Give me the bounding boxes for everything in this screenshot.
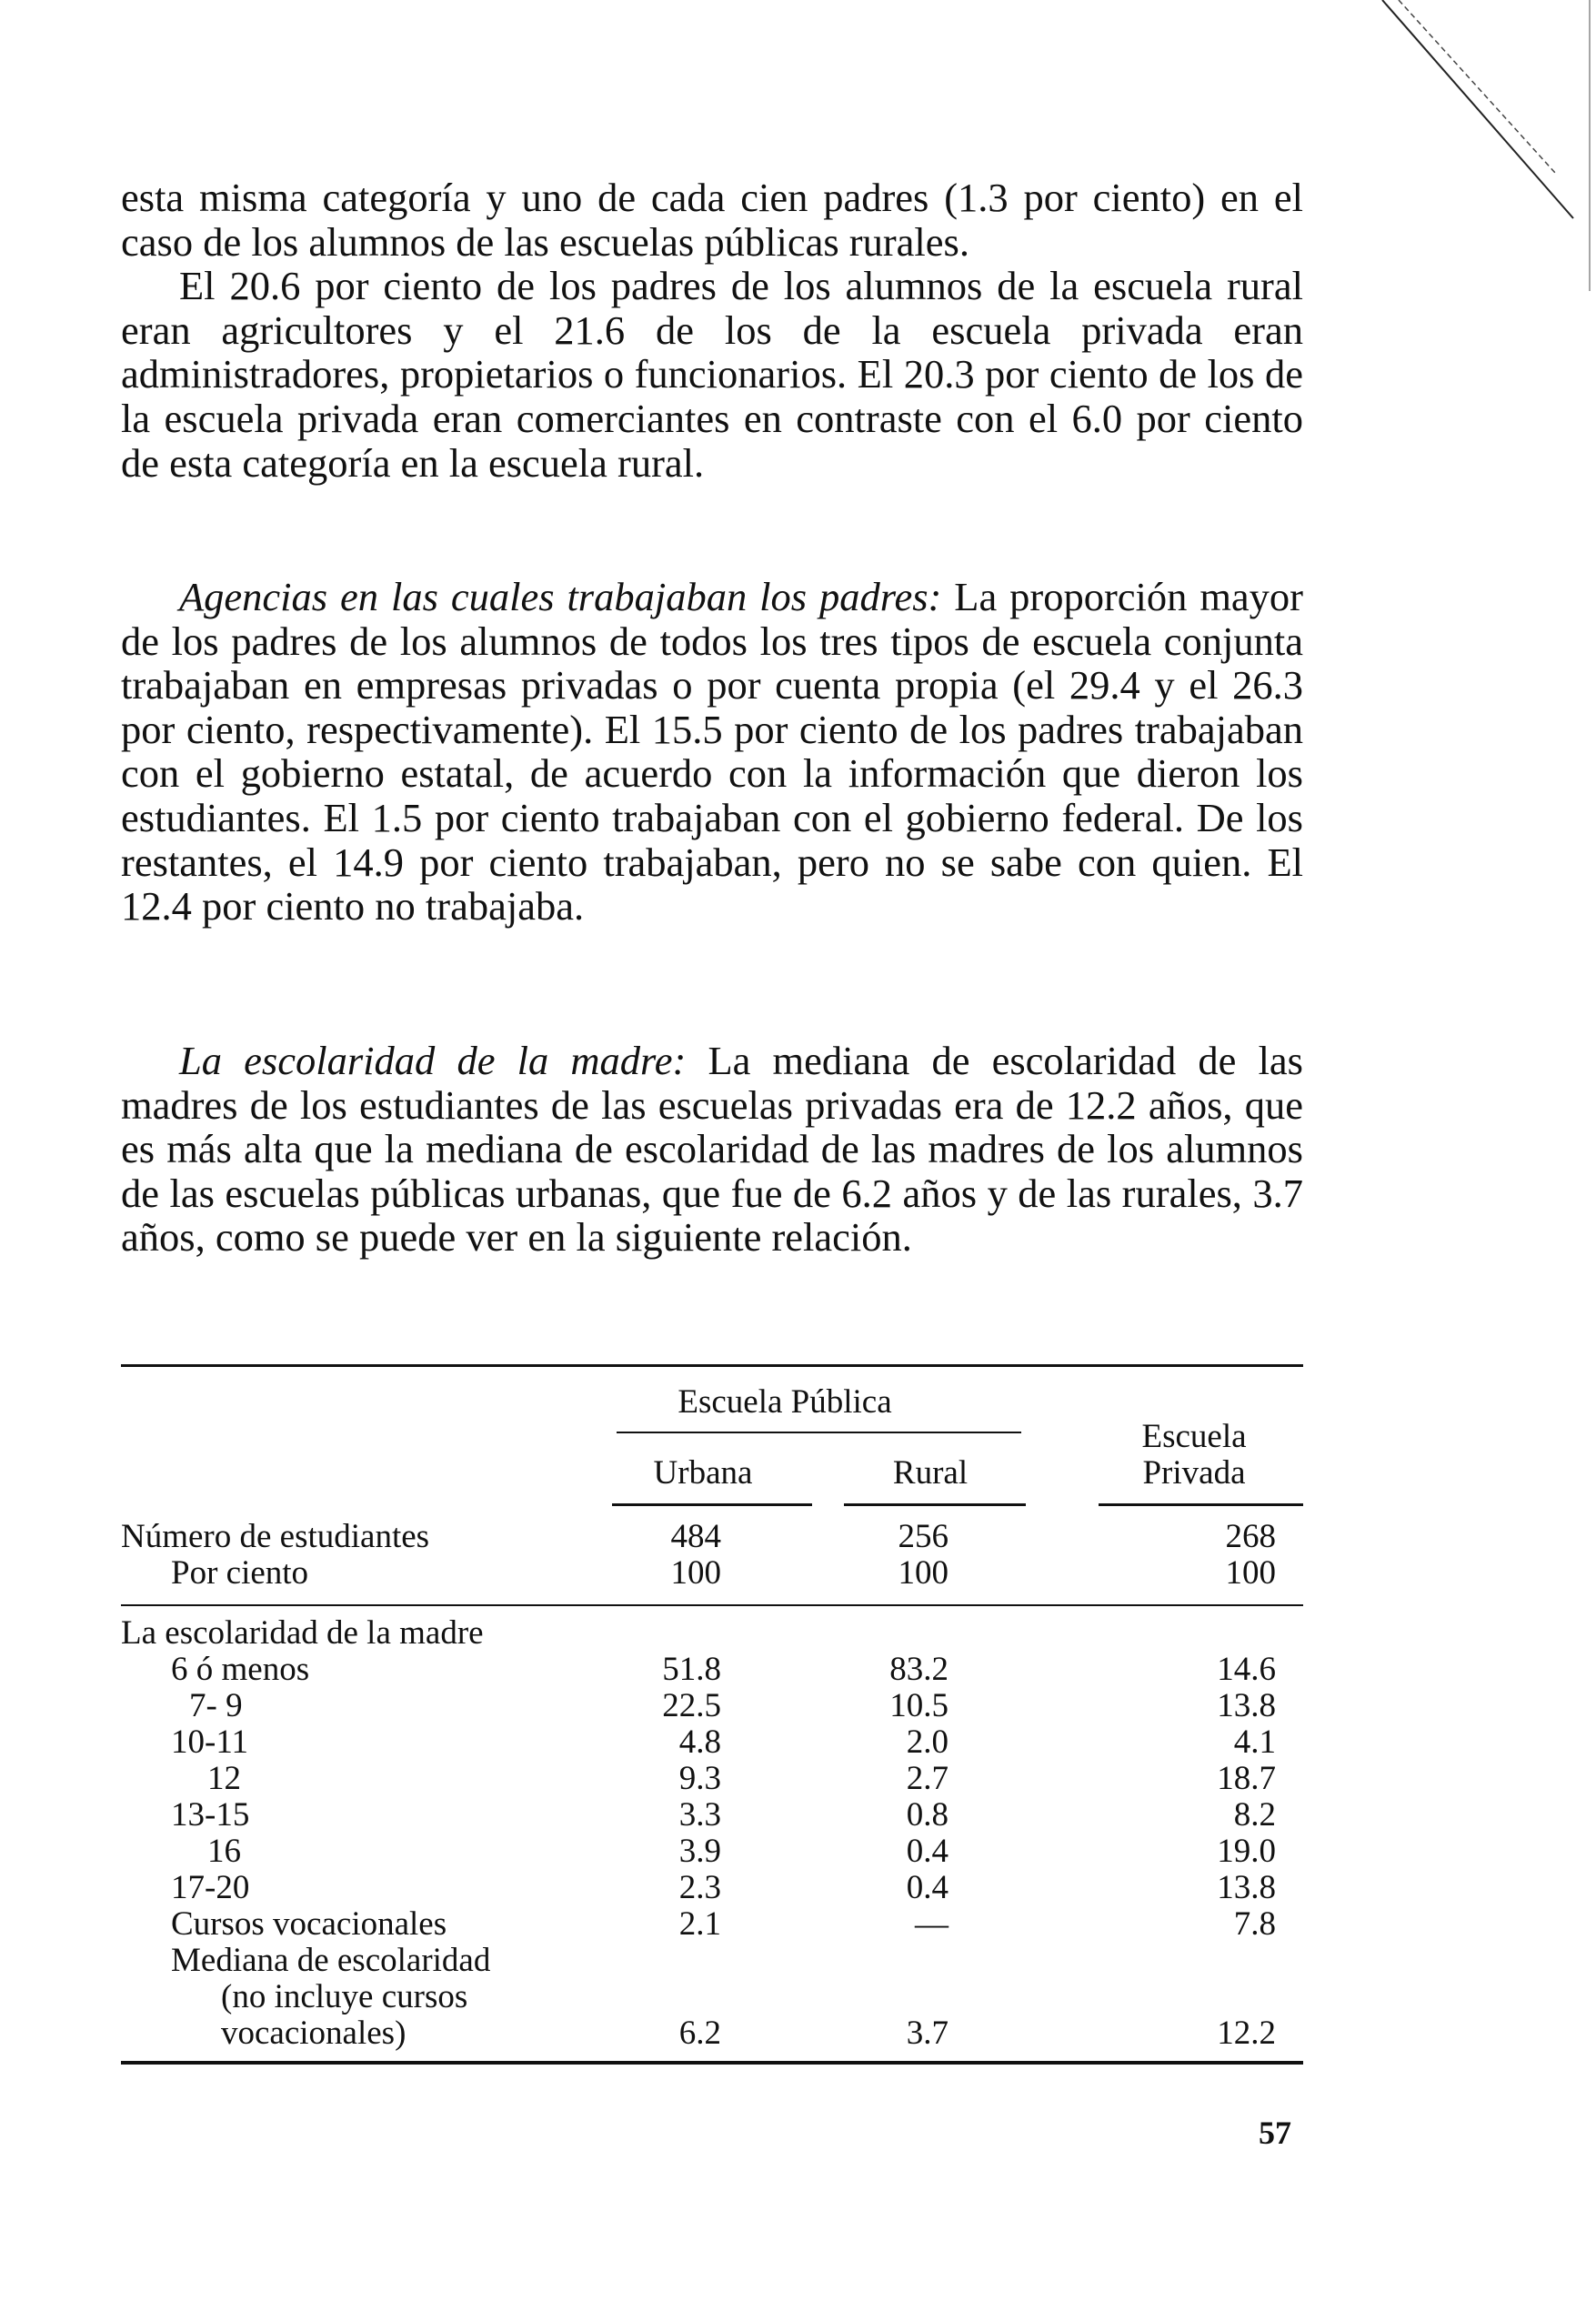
row-label: 16 <box>207 1833 241 1870</box>
table-mid-rule <box>121 1604 1303 1606</box>
row-value-privada: 7.8 <box>1233 1905 1276 1943</box>
row-value-rural: 100 <box>898 1554 949 1592</box>
row-value-urbana: 22.5 <box>662 1687 721 1724</box>
scan-artifact-lines <box>1364 0 1596 291</box>
table-top-rule <box>121 1364 1303 1367</box>
header-privada-line1: Escuela <box>1141 1418 1247 1455</box>
row-value-urbana: 3.9 <box>678 1833 721 1870</box>
header-escuela-publica: Escuela Pública <box>678 1383 892 1421</box>
header-urbana-rule <box>612 1503 812 1506</box>
row-value-urbana: 51.8 <box>662 1651 721 1688</box>
row-value-rural: 83.2 <box>889 1651 949 1688</box>
row-value-rural: 0.4 <box>906 1833 949 1870</box>
row-label: 17-20 <box>171 1869 250 1906</box>
section-lead-mother-schooling: La escolaridad de la madre: <box>179 1038 687 1083</box>
row-label: 13-15 <box>171 1796 250 1834</box>
row-label-por-ciento: Por ciento <box>171 1554 309 1592</box>
row-value-privada: 18.7 <box>1217 1760 1276 1797</box>
row-label: 6 ó menos <box>171 1651 310 1688</box>
row-value-urbana: 100 <box>670 1554 721 1592</box>
row-value-urbana: 3.3 <box>678 1796 721 1834</box>
row-value-urbana: 6.2 <box>678 2015 721 2052</box>
row-label-section: La escolaridad de la madre <box>121 1614 484 1652</box>
row-value-privada: 268 <box>1225 1518 1276 1555</box>
row-value-urbana: 2.1 <box>678 1905 721 1943</box>
row-value-rural: 10.5 <box>889 1687 949 1724</box>
row-label: Mediana de escolaridad <box>171 1942 491 1979</box>
header-urbana: Urbana <box>653 1454 753 1492</box>
header-rural-rule <box>844 1503 1026 1506</box>
paragraph-occupations <box>121 176 1303 485</box>
row-label: (no incluye cursos <box>221 1978 468 2015</box>
row-value-privada: 100 <box>1225 1554 1276 1592</box>
header-rural: Rural <box>892 1454 969 1492</box>
header-privada-line2: Privada <box>1142 1454 1246 1492</box>
row-value-privada: 4.1 <box>1233 1723 1276 1761</box>
row-label: 10-11 <box>171 1723 248 1761</box>
row-value-rural: 256 <box>898 1518 949 1555</box>
row-value-rural: 0.8 <box>906 1796 949 1834</box>
paragraph-agencies <box>121 575 1303 929</box>
paragraph-mother-schooling <box>121 1039 1303 1260</box>
row-label-numero: Número de estudiantes <box>121 1518 430 1555</box>
row-value-privada: 19.0 <box>1217 1833 1276 1870</box>
row-value-privada: 12.2 <box>1217 2015 1276 2052</box>
row-value-privada: 14.6 <box>1217 1651 1276 1688</box>
row-value-urbana: 9.3 <box>678 1760 721 1797</box>
header-group-rule <box>617 1432 1021 1433</box>
header-privada-rule <box>1099 1503 1303 1506</box>
row-value-urbana: 484 <box>670 1518 721 1555</box>
row-value-rural: 2.0 <box>906 1723 949 1761</box>
row-label: vocacionales) <box>221 2015 407 2052</box>
table-bottom-rule <box>121 2061 1303 2065</box>
section-lead-agencies: Agencias en las cuales trabajaban los padres: <box>179 574 942 619</box>
page-number: 57 <box>1259 2115 1291 2151</box>
paragraph-mother-schooling-body: La mediana de escolaridad de las madres de los estudiantes de las escuelas privadas era de 12.2 años, que es más alta que la mediana de escolaridad de las madres de los alumnos de las escuelas públicas urbanas, que fue de 6.2 años y de las rurales, 3.7 años, como se puede ver en la siguiente relación. <box>121 1038 1304 1261</box>
row-value-urbana: 2.3 <box>678 1869 721 1906</box>
row-value-privada: 8.2 <box>1233 1796 1276 1834</box>
paragraph-agencies-body: La proporción mayor de los padres de los alumnos de todos los tres tipos de escuela conjunta trabajaban en empresas privadas o por cuenta propia (el 29.4 y el 26.3 por ciento, respectivamente). El 15.5 por ciento de los padres trabajaban con el gobierno estatal, de acuerdo con la información que dieron los estudiantes. El 1.5 por ciento trabajaban con el gobierno federal. De los restantes, el 14.9 por ciento trabajaban, pero no se sabe con quien. El 12.4 por ciento no trabajaba. <box>121 574 1303 929</box>
row-value-privada: 13.8 <box>1217 1869 1276 1906</box>
row-value-rural: 2.7 <box>906 1760 949 1797</box>
paragraph-continued-text: esta misma categoría y uno de cada cien padres (1.3 por ciento) en el caso de los alumnos de las escuelas públicas rurales. <box>121 175 1303 265</box>
row-value-urbana: 4.8 <box>678 1723 721 1761</box>
row-value-rural: — <box>915 1905 949 1943</box>
row-value-rural: 0.4 <box>906 1869 949 1906</box>
row-value-rural: 3.7 <box>906 2015 949 2052</box>
row-value-privada: 13.8 <box>1217 1687 1276 1724</box>
row-label: 12 <box>207 1760 241 1797</box>
row-label: Cursos vocacionales <box>171 1905 447 1943</box>
paragraph-farmers-text: El 20.6 por ciento de los padres de los alumnos de la escuela rural eran agricultores y el 21.6 de los de la escuela privada eran administradores, propietarios o funcionarios. El 20.3 por ciento de los de la escuela privada eran comerciantes en contraste con el 6.0 por ciento de esta categoría en la escuela rural. <box>121 263 1303 486</box>
row-label: 7- 9 <box>189 1687 243 1724</box>
